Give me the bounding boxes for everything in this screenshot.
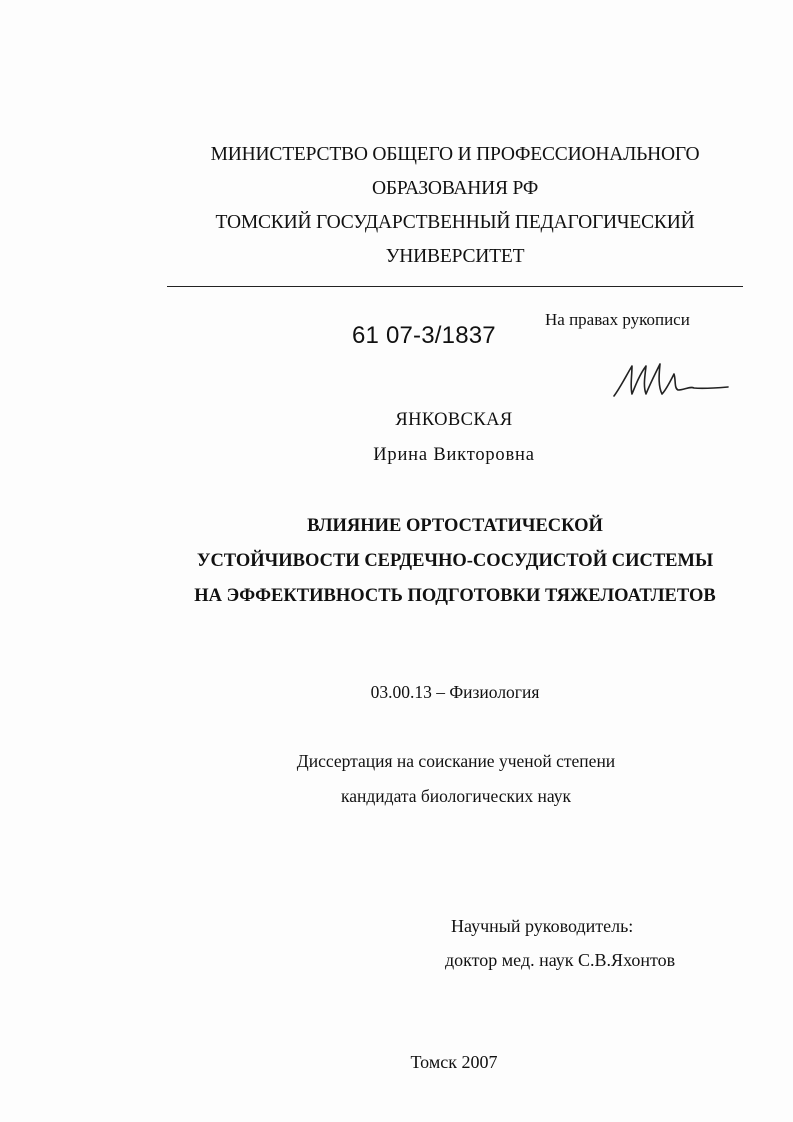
manuscript-note: На правах рукописи [545, 310, 690, 329]
title-line-3: НА ЭФФЕКТИВНОСТЬ ПОДГОТОВКИ ТЯЖЕЛОАТЛЕТОВ [194, 586, 716, 606]
author-given-names: Ирина Викторовна [373, 445, 535, 465]
city-year: Томск 2007 [410, 1052, 498, 1072]
signature-icon [610, 358, 730, 403]
advisor-name: доктор мед. наук С.В.Яхонтов [445, 950, 676, 970]
specialty-code: 03.00.13 – Физиология [370, 682, 540, 702]
title-line-2: УСТОЙЧИВОСТИ СЕРДЕЧНО-СОСУДИСТОЙ СИСТЕМЫ [196, 551, 714, 571]
university-line-2: УНИВЕРСИТЕТ [385, 246, 525, 267]
degree-line-2: кандидата биологических наук [341, 786, 571, 806]
degree-statement [0, 744, 793, 814]
degree-line-1: Диссертация на соискание ученой степени [296, 751, 616, 771]
header-divider [167, 286, 743, 287]
catalog-stamp: 61 07-3/1837 [352, 322, 496, 349]
ministry-line-2: ОБРАЗОВАНИЯ РФ [371, 178, 539, 199]
institution-header [0, 138, 793, 274]
title-line-1: ВЛИЯНИЕ ОРТОСТАТИЧЕСКОЙ [307, 516, 603, 536]
ministry-line-1: МИНИСТЕРСТВО ОБЩЕГО И ПРОФЕССИОНАЛЬНОГО [210, 144, 700, 165]
author-surname: ЯНКОВСКАЯ [395, 410, 513, 430]
university-line-1: ТОМСКИЙ ГОСУДАРСТВЕННЫЙ ПЕДАГОГИЧЕСКИЙ [215, 212, 695, 233]
advisor-label: Научный руководитель: [451, 916, 634, 936]
dissertation-title [0, 509, 793, 614]
